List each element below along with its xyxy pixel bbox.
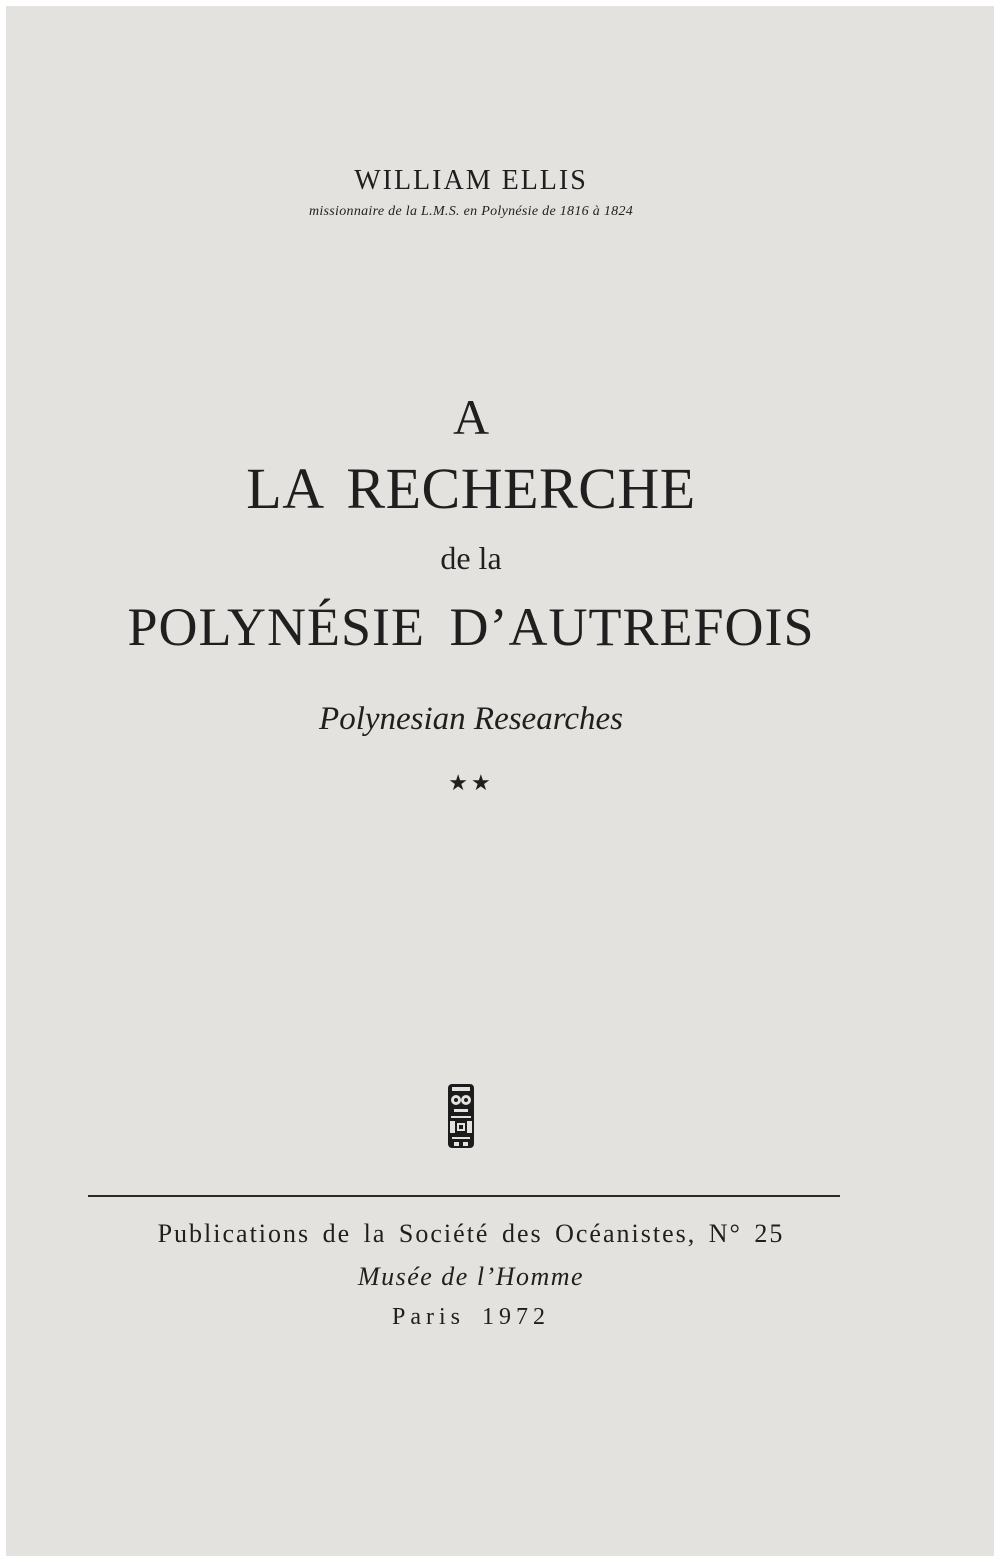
publication-series: Publications de la Société des Océanistes, N° 25 <box>157 1219 785 1248</box>
author-name: WILLIAM ELLIS <box>354 165 588 196</box>
place-year: Paris 1972 <box>392 1304 550 1330</box>
author-subtitle: missionnaire de la L.M.S. en Polynésie de 1816 à 1824 <box>308 204 634 219</box>
museum-name: Musée de l’Homme <box>357 1262 585 1291</box>
title-line-4: POLYNÉSIE D’AUTREFOIS <box>127 597 815 657</box>
tiki-figure-icon <box>442 1083 480 1149</box>
title-page <box>6 6 994 1556</box>
title-line-1: A <box>452 389 490 445</box>
title-line-2: LA RECHERCHE <box>246 456 696 521</box>
divider <box>88 1195 840 1197</box>
original-title: Polynesian Researches <box>319 701 623 737</box>
volume-mark: ★★ <box>448 770 494 795</box>
title-line-3: de la <box>440 540 502 576</box>
